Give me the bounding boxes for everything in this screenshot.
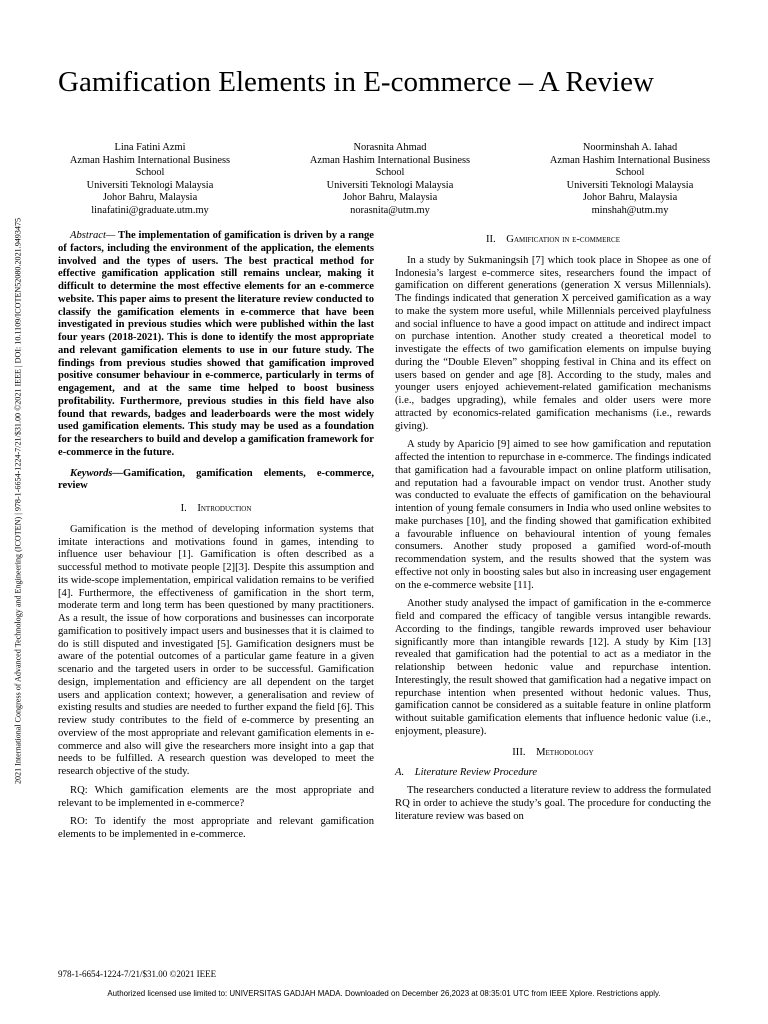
section-heading-introduction: I. Introduction [180,503,252,514]
intro-paragraph: Gamification is the method of developing information systems that imitate interactions and motivations found in games, intending to influence user behaviour [1]. Gamification is often described as a successful method to motivate people [2][3]. Despite this assumption and its wide-scope implementation, empirical validation remains to be verified [4]. Furthermore, the effectiveness of gamification in the short term, moderate term and long term has been questioned by many practitioners. As a result, the issue of how corporations and businesses can incorporate gamification to positively impact users and businesses that it is claimed to do is still disputed and investigated [5]. Gamification designers must be aware of the potential outcomes of a particular game feature in a given scenario and the targeted users in order to be successful. Gamification design, implementation and efficiency are all dependent on the target users and application context; however, a generalisation and review of existing results and studies are needed to further expand the field [6]. This review study contributes to the field of e-commerce by presenting an overview of the most appropriate and relevant gamification elements in e-commerce and also will give the researchers more insight into a gap that needs to be fulfilled. A research question was developed to meet the research objective of the study. [58,523,374,777]
author-university: Universiti Teknologi Malaysia [566,179,694,191]
author-dept: Azman Hashim International Business [309,154,471,166]
keywords-lead: Keywords— [70,467,123,479]
author-dept-cont: School [135,167,165,179]
abstract [58,230,374,460]
author-name: Lina Fatini Azmi [114,142,186,153]
paper-title: Gamification Elements in E-commerce – A Review [58,66,654,98]
keywords [58,468,374,494]
keywords-text: Gamification, gamification elements, e-commerce, review [58,467,374,492]
gamification-paragraph: A study by Aparicio [9] aimed to see how gamification and reputation affected the intention to repurchase in e-commerce. The findings indicated that gamification had a favourable impact on online platform utilisation, and reputation had a favourable impact on vendor trust. Another study was conducted to evaluate the effects of gamification on the behavioural intention of young female consumers in India who used online websites to make purchases [10], and the finding showed that gamification exhibited a favourable influence on behavioural intention of young females consumers. Another study proposed a gamified word-of-mouth recommendation system, and the results showed that the system was effective not only in boosting sales but also in increasing user engagement on the e-commerce website [11]. [395,439,711,591]
author-dept-cont: School [375,167,405,179]
left-column [58,230,374,848]
author-dept-cont: School [615,167,645,179]
right-column [395,234,711,829]
author-name: Norasnita Ahmad [353,142,427,153]
section-heading-gamification: II. Gamification in e-commerce [486,234,620,245]
section-heading-methodology: III. Methodology [512,746,594,758]
footer-isbn: 978-1-6654-1224-7/21/$31.00 ©2021 IEEE [58,969,217,979]
side-citation-strip [8,170,28,832]
methodology-paragraph: The researchers conducted a literature review to address the formulated RQ in order to achieve the study’s goal. The procedure for conducting the literature review was based on [395,785,711,822]
author-city: Johor Bahru, Malaysia [582,192,678,204]
author-university: Universiti Teknologi Malaysia [86,179,214,191]
author-3 [520,142,740,218]
authorized-use-notice: Authorized licensed use limited to: UNIVERSITAS GADJAH MADA. Downloaded on December 26,2023 at 08:35:01 UTC from IEEE Xplore. Restrictions apply. [107,989,661,998]
abstract-lead: Abstract— [70,230,116,241]
author-block [40,142,740,218]
subsection-heading-literature-review: A. Literature Review Procedure [395,767,538,779]
author-city: Johor Bahru, Malaysia [102,192,198,204]
author-1 [40,142,260,218]
gamification-paragraph: In a study by Sukmaningsih [7] which took place in Shopee as one of Indonesia’s largest e-commerce sites, researchers found the impact of gamification on different generations (generation X versus Millennials). The findings indicated that generation X perceived gamification as a way to make the system more useful, while Millennials perceived playfulness and social influence to have a good impact on attitude and indirect impact on purchase intention. Another study created a theoretical model to investigate the effects of two gamification elements on impulse buying during the “Double Eleven” shopping festival in China and its effect on users based on gender and age [8]. According to the study, males and younger users enjoyed achievement-related gamification mechanisms (i.e., badges upgrading), while females and older users were more attracted by economics-related gamification mechanisms (i.e., rewards giving). [395,254,711,432]
author-city: Johor Bahru, Malaysia [342,192,438,204]
side-citation-text: 2021 International Congress of Advanced Technology and Engineering (ICOTEN) | 978-1-6654-1224-7/21/$31.00 ©2021 IEEE | DOI: 10.1109/ICOTEN52080.2021.9493475 [13,217,23,785]
abstract-text: The implementation of gamification is driven by a range of factors, including the environment of the application, the elements involved and the types of users. The best practical method for effective gamification application still remains unclear, making it difficult to determine the most effective elements for an e-commerce website. This paper aims to present the literature review conducted to classify the gamification elements in e-commerce that have been investigated in previous studies which were published within the last four years (2018-2021). This is done to identify the most appropriate and relevant gamification elements to use in our future study. The findings from previous studies showed that gamification improved positive consumer behaviour in e-commerce, particularly in terms of engagement, and at the same time helped to boost business profitability. Furthermore, previous studies in this field have also found that rewards, badges and leaderboards were the most widely used gamification elements. This study may be used as a foundation for the researchers to build and develop a gamification framework for e-commerce in the future. [58,230,375,458]
author-email[interactable]: norasnita@utm.my [350,204,430,216]
author-name: Noorminshah A. Iahad [582,142,678,153]
author-email[interactable]: minshah@utm.my [591,204,669,216]
author-dept: Azman Hashim International Business [69,154,231,166]
gamification-paragraph: Another study analysed the impact of gamification in the e-commerce field and compared the efficacy of tangible versus intangible rewards. According to the findings, tangible rewards improved user behaviour significantly more than intangible rewards [12]. A study by Kim [13] revealed that gamification had the potential to act as a mediator in the relationship between hedonic value and repurchase intention. Interestingly, the result showed that gamification had a negative impact on repurchase intention when presented without hedonic values. Thus, gamification cannot be considered as a suitable feature in online platform without suitable gamification elements that influence hedonic value (i.e., enjoyment, pleasure). [395,598,711,737]
author-university: Universiti Teknologi Malaysia [326,179,454,191]
author-dept: Azman Hashim International Business [549,154,711,166]
author-email[interactable]: linafatini@graduate.utm.my [91,204,209,216]
research-objective: RO: To identify the most appropriate and relevant gamification elements to be implemented in e-commerce. [58,816,374,840]
research-question: RQ: Which gamification elements are the most appropriate and relevant to be implemented in e-commerce? [58,784,374,809]
author-2 [280,142,500,218]
